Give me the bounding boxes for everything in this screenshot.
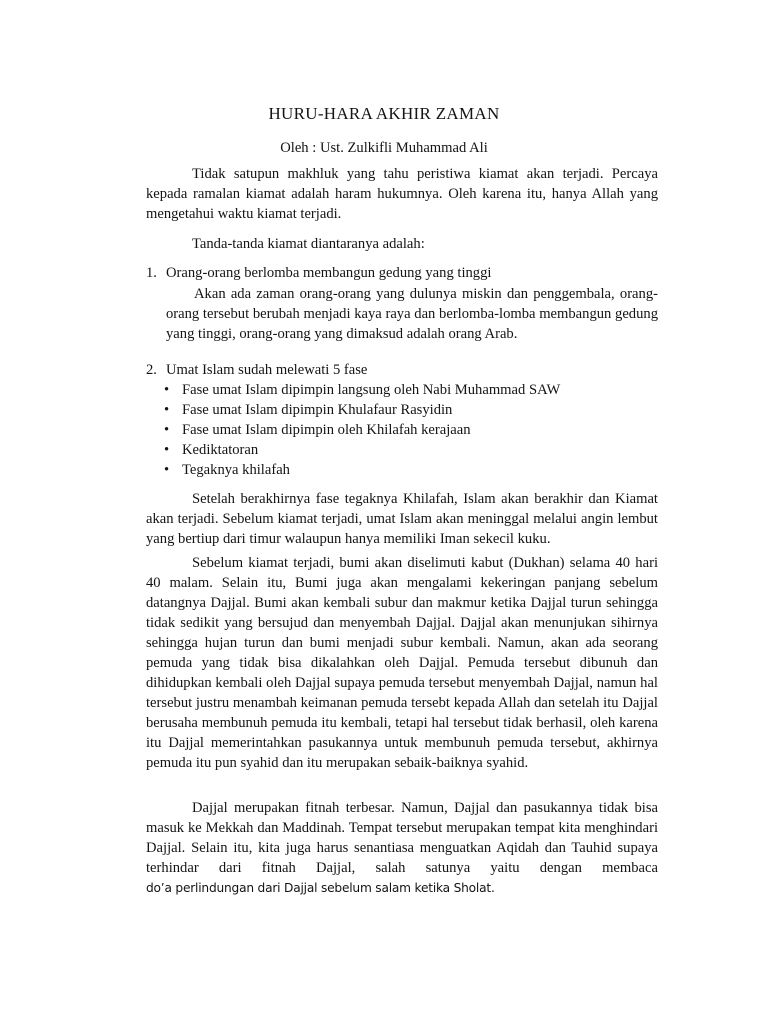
bullet-icon: • <box>164 422 170 438</box>
list-item-1-body: Akan ada zaman orang-orang yang dulunya miskin dan penggembala, orang-orang tersebut berubah menjadi kaya raya dan berlomba-lomba membangun gedung yang tinggi, orang-orang yang dimaksud adalah orang Arab. <box>166 286 658 342</box>
fitnah-paragraph-text: Dajjal merupakan fitnah terbesar. Namun, Dajjal dan pasukannya tidak bisa masuk ke Mekkah dan Maddinah. Tempat tersebut merupakan tempat kita menghindari Dajjal. Selain itu, kita juga harus senantiasa menguatkan Aqidah dan Tauhid supaya terhindar dari fitnah Dajjal, salah satunya yaitu dengan membaca <box>146 800 658 876</box>
signs-intro: Tanda-tanda kiamat diantaranya adalah: <box>192 236 425 252</box>
bullet-icon: • <box>164 462 170 478</box>
fitnah-paragraph-tail: do’a perlindungan dari Dajjal sebelum salam ketika Sholat. <box>146 881 495 895</box>
list-item-title: Umat Islam sudah melewati 5 fase <box>166 362 368 378</box>
phase-list <box>164 380 658 480</box>
list-number: 1. <box>146 265 157 281</box>
khilafah-paragraph: Setelah berakhirnya fase tegaknya Khilafah, Islam akan berakhir dan Kiamat akan terjadi. Sebelum kiamat terjadi, umat Islam akan meninggal melalui angin lembut yang bertiup dari timur walaupun hanya memiliki Iman sekecil kuku. <box>146 491 658 547</box>
phase-list-item <box>164 400 658 420</box>
phase-text: Tegaknya khilafah <box>182 462 290 478</box>
dukhan-paragraph: Sebelum kiamat terjadi, bumi akan diselimuti kabut (Dukhan) selama 40 hari 40 malam. Selain itu, Bumi juga akan mengalami kekeringan panjang sebelum datangnya Dajjal. Bumi akan kembali subur dan makmur ketika Dajjal turun sehingga tidak sedikit yang bersujud dan menyembah Dajjal. Dajjal akan menunjukan sihirnya sehingga hujan turun dan bumi menjadi subur kembali. Namun, akan ada seorang pemuda yang tidak bisa dikalahkan oleh Dajjal. Pemuda tersebut dibunuh dan dihidupkan kembali oleh Dajjal supaya pemuda tersebut menyembah Dajjal, namun hal tersebut justru menambah keimanan pemuda tersebt kepada Allah dan setelah itu Dajjal berusaha membunuh pemuda itu kembali, tetapi hal tersebut tidak berhasil, oleh karena itu Dajjal memerintahkan pasukannya untuk membunuh pemuda tersebut, akhirnya pemuda itu pun syahid dan itu merupakan sebaik-baiknya syahid. <box>146 555 658 771</box>
bullet-icon: • <box>164 382 170 398</box>
phase-list-item <box>164 440 658 460</box>
phase-list-item <box>164 420 658 440</box>
phase-list-item <box>164 460 658 480</box>
list-number: 2. <box>146 362 157 378</box>
author-line: Oleh : Ust. Zulkifli Muhammad Ali <box>280 140 488 156</box>
phase-list-item <box>164 380 658 400</box>
bullet-icon: • <box>164 402 170 418</box>
phase-text: Fase umat Islam dipimpin langsung oleh Nabi Muhammad SAW <box>182 382 561 398</box>
fitnah-paragraph <box>146 798 658 898</box>
bullet-icon: • <box>164 442 170 458</box>
document-title: HURU-HARA AKHIR ZAMAN <box>268 104 500 123</box>
phase-text: Kediktatoran <box>182 442 259 458</box>
phase-text: Fase umat Islam dipimpin oleh Khilafah kerajaan <box>182 422 471 438</box>
list-item-title: Orang-orang berlomba membangun gedung yang tinggi <box>166 265 492 281</box>
phase-text: Fase umat Islam dipimpin Khulafaur Rasyidin <box>182 402 453 418</box>
intro-paragraph: Tidak satupun makhluk yang tahu peristiwa kiamat akan terjadi. Percaya kepada ramalan kiamat adalah haram hukumnya. Oleh karena itu, hanya Allah yang mengetahui waktu kiamat terjadi. <box>146 166 658 222</box>
